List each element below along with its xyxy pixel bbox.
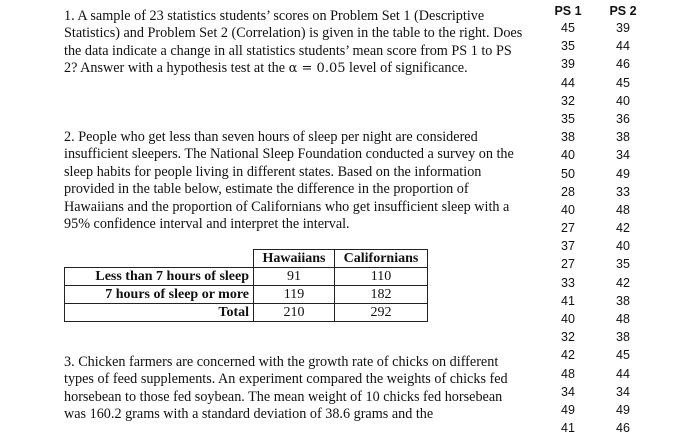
ps2-score: 45 bbox=[616, 348, 630, 363]
ps1-score: 35 bbox=[561, 111, 575, 126]
ps2-score: 38 bbox=[616, 330, 630, 345]
ps1-score: 28 bbox=[561, 184, 575, 199]
column-header-hawaiians: Hawaiians bbox=[254, 250, 335, 268]
ps2-score: 44 bbox=[616, 39, 630, 54]
ps1-score: 39 bbox=[561, 57, 575, 72]
ps1-score: 40 bbox=[561, 148, 575, 163]
ps2-score: 34 bbox=[616, 384, 630, 399]
ps2-score: 48 bbox=[616, 202, 630, 217]
question-2: 2. People who get less than seven hours of sleep per night are considered insufficient sleepers. The National Sleep Foundation conducted a survey on the sleep habits for people living in different states. Based on the information provided in the table below, estimate the difference in the proportion of Hawaiians and the proportion of Californians who get insufficient sleep with a 95% confidence interval and interpret the interval. bbox=[64, 129, 514, 233]
ps1-score: 37 bbox=[561, 239, 575, 254]
question-1-text: 1. A sample of 23 statistics students’ scores on Problem Set 1 (Descriptive Statistics) and Problem Set 2 (Correlation) is given in the table to the right. Does the data indicate a change in all statistics students’ mean score from PS 1 to PS 2? Answer with a hypothesis test at the bbox=[64, 8, 523, 77]
ps1-score: 41 bbox=[561, 293, 575, 308]
row-label: Total bbox=[65, 304, 254, 322]
ps2-score: 45 bbox=[616, 75, 630, 90]
ps2-score: 36 bbox=[616, 111, 630, 126]
ps2-score: 49 bbox=[616, 402, 630, 417]
ps1-score: 44 bbox=[561, 75, 575, 90]
ps2-score: 42 bbox=[616, 221, 630, 236]
ps2-score: 48 bbox=[616, 312, 630, 326]
ps2-score: 46 bbox=[616, 421, 630, 436]
ps1-score: 35 bbox=[561, 39, 575, 54]
cell-californians: 292 bbox=[335, 304, 428, 322]
alpha-level: α = 0.05 bbox=[288, 61, 346, 77]
ps2-score: 39 bbox=[616, 21, 630, 35]
ps2-score: 46 bbox=[616, 57, 630, 72]
column-header-californians: Californians bbox=[335, 250, 428, 268]
ps2-score: 33 bbox=[616, 184, 630, 199]
ps1-score: 40 bbox=[561, 202, 575, 217]
question-1 bbox=[64, 8, 526, 78]
ps2-score: 49 bbox=[616, 166, 630, 181]
ps1-header: PS 1 bbox=[554, 4, 582, 18]
sleep-table-header-row bbox=[65, 250, 428, 268]
ps1-score: 27 bbox=[561, 221, 575, 236]
ps1-score: 42 bbox=[561, 348, 575, 363]
cell-hawaiians: 210 bbox=[254, 304, 335, 322]
row-label: Less than 7 hours of sleep bbox=[65, 268, 254, 286]
ps1-score: 49 bbox=[561, 402, 575, 417]
ps1-score: 45 bbox=[561, 21, 575, 35]
ps1-score: 34 bbox=[561, 384, 575, 399]
sleep-table bbox=[64, 249, 428, 322]
ps2-score: 42 bbox=[616, 275, 630, 290]
ps2-score: 38 bbox=[616, 130, 630, 145]
ps1-score-column bbox=[548, 4, 588, 437]
ps2-score: 34 bbox=[616, 148, 630, 163]
table-row bbox=[65, 304, 428, 322]
ps2-score: 35 bbox=[616, 257, 630, 272]
table-row bbox=[65, 268, 428, 286]
question-1-text-end: level of significance. bbox=[345, 60, 468, 77]
ps1-score: 27 bbox=[561, 257, 575, 272]
cell-hawaiians: 91 bbox=[254, 268, 335, 286]
ps1-score: 40 bbox=[561, 312, 575, 326]
cell-hawaiians: 119 bbox=[254, 286, 335, 304]
ps1-score: 48 bbox=[561, 366, 575, 381]
question-3: 3. Chicken farmers are concerned with the growth rate of chicks on different types of feed supplements. An experiment compared the weights of chicks fed horsebean to those fed soybean. The mean weight of 10 chicks fed horsebean was 160.2 grams with a standard deviation of 38.6 grams and the bbox=[64, 354, 508, 423]
ps1-score: 38 bbox=[561, 130, 575, 145]
sleep-table-corner bbox=[65, 250, 254, 268]
cell-californians: 110 bbox=[335, 268, 428, 286]
row-label: 7 hours of sleep or more bbox=[65, 286, 254, 304]
ps2-score-column bbox=[603, 4, 643, 437]
ps2-header: PS 2 bbox=[609, 4, 637, 18]
ps2-score: 40 bbox=[616, 93, 630, 108]
ps2-score: 38 bbox=[616, 293, 630, 308]
table-row bbox=[65, 286, 428, 304]
ps2-score: 44 bbox=[616, 366, 630, 381]
ps1-score: 41 bbox=[561, 421, 575, 436]
ps2-score: 40 bbox=[616, 239, 630, 254]
ps1-score: 32 bbox=[561, 330, 575, 345]
cell-californians: 182 bbox=[335, 286, 428, 304]
ps1-score: 50 bbox=[561, 166, 575, 181]
ps1-score: 33 bbox=[561, 275, 575, 290]
ps1-score: 32 bbox=[561, 93, 575, 108]
